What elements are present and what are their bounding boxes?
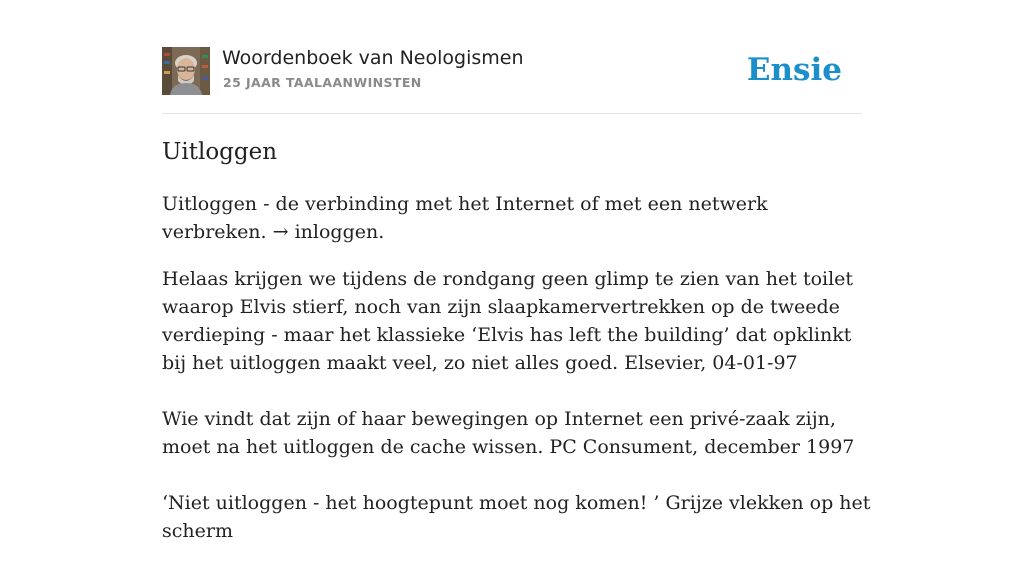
- header: [162, 46, 862, 96]
- article-body: [162, 190, 872, 573]
- definition-end: .: [378, 221, 385, 243]
- author-portrait-icon: [162, 47, 210, 95]
- quote: Wie vindt dat zijn of haar bewegingen op Internet een privé-zaak zijn, moet na het uitloggen de cache wissen. PC Consument, december 1997: [162, 408, 855, 458]
- avatar[interactable]: [162, 47, 210, 95]
- definition-link[interactable]: inloggen: [294, 221, 379, 243]
- page-title: Uitloggen: [162, 139, 278, 165]
- quote: ‘Niet uitloggen - het hoogtepunt moet nog komen! ’ Grijze vlekken op het scherm: [162, 492, 871, 542]
- definition-text: Uitloggen - de verbinding met het Internet of met een netwerk verbreken. →: [162, 193, 768, 243]
- author-subtitle: 25 JAAR TAALAANWINSTEN: [223, 75, 422, 90]
- brand-logo[interactable]: Ensie: [746, 52, 842, 88]
- quote: Helaas krijgen we tijdens de rondgang geen glimp te zien van het toilet waarop Elvis stierf, noch van zijn slaapkamervertrekken op de tweede verdieping - maar het klassieke ‘Elvis has left the building’ dat opklinkt bij het uitloggen maakt veel, zo niet alles goed. Elsevier, 04-01-97: [162, 268, 854, 374]
- definition: [162, 190, 872, 246]
- header-divider: [162, 113, 862, 114]
- author-name[interactable]: Woordenboek van Neologismen: [222, 47, 524, 69]
